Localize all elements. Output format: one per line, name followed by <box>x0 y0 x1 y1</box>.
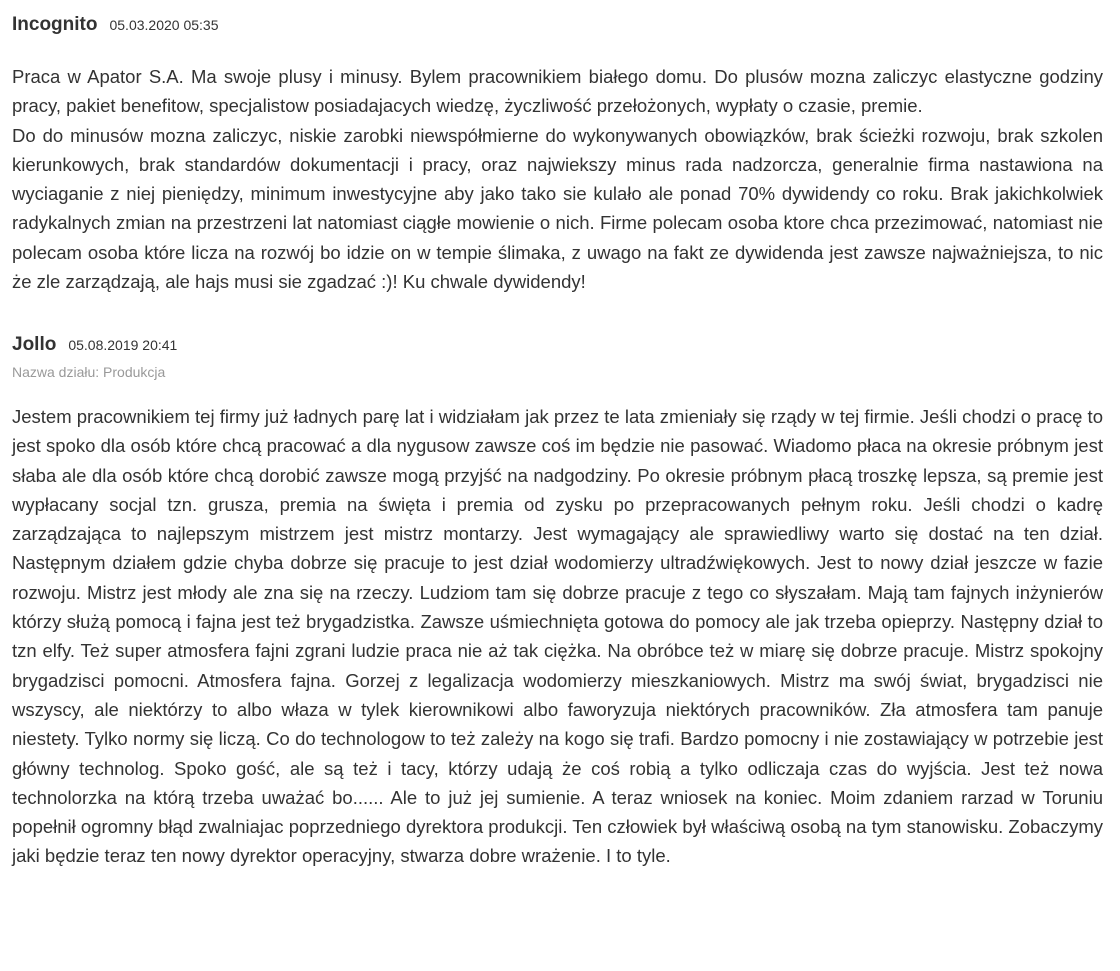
review-item <box>12 334 1103 871</box>
review-date: 05.03.2020 05:35 <box>109 17 219 33</box>
review-text: Praca w Apator S.A. Ma swoje plusy i minusy. Bylem pracownikiem białego domu. Do plusów mozna zaliczyc elastyczne godziny pracy, pakiet benefitow, specjalistow posiadajacych wiedzę, życzliwość przełożonych, wypłaty o czasie, premie. Do do minusów mozna zaliczyc, niskie zarobki niewspółmierne do wykonywanych obowiązków, brak ścieżki rozwoju, brak szkolen kierunkowych, brak standardów dokumentacji i pracy, oraz najwieksz‍y minus rada nadzorcza, generalnie firma nastawiona na wyciaganie z niej pieniędzy, minimum inwestycyjne aby jako tako sie kulało ale ponad 70% dywidendy co roku. Brak jakichkolwiek radykalnych zmian na przestrzeni lat natomiast ciągłe mowienie o nich. Firme polecam osoba ktore chca przezimować, natomiast nie polecam osoba które licza na rozwój bo idzie on w tempie ślimaka, z uwago na fakt ze dywidenda jest zawsze najważniejsza, to nic że zle zarządzają, ale hajs musi sie zgadzać :)! Ku chwale dywidendy! <box>12 66 1103 293</box>
review-department: Nazwa działu: Produkcja <box>12 364 166 380</box>
review-header <box>12 334 1103 360</box>
review-author: Incognito <box>12 14 98 35</box>
review-author: Jollo <box>12 334 57 355</box>
review-item <box>12 14 1103 296</box>
review-text: Jestem pracownikiem tej firmy już ładnych parę lat i widziałam jak przez te lata zmieniały się rządy w tej firmie. Jeśli chodzi o pracę to jest spoko dla osób które chcą pracować a dla nygusow zawsze coś im będzie nie pasować. Wiadomo płaca na okresie próbnym jest słaba ale dla osób które chcą dorobić zawsze mogą przyjść na nadgodziny. Po okresie próbnym płacą troszkę lepsza, są premie jest wypłacany socjal tzn. grusza, premia na święta i premia od zysku po przepracowanych pełnym roku. Jeśli chodzi o kadrę zarządzająca to najlepszym mistrzem jest mistrz montarzy. Jest wymagający ale sprawiedliwy warto się dostać na ten dział. Następnym działem gdzie chyba dobrze się pracuje to jest dział wodomierzy ultradźwiękowych. Jest to nowy dział jeszcze w fazie rozwoju. Mistrz jest młody ale zna się na rzeczy. Ludziom tam się dobrze pracuje z tego co słyszałam. Mają tam fajnych inżynierów którzy służą pomocą i fajna jest też brygadzistka. Zawsze uśmiechnięta gotowa do pomocy ale jak trzeba opiepr‍zy. Następny dział to tzn elfy. Też super atmosfera fajni zgrani ludzie praca nie aż tak ciężka. Na obróbce też w miarę się dobrze pracuje. Mistrz spokojny brygadzisci pomocni. Atmosfera fajna. Gorzej z legalizacja wodomierzy mieszkaniowych. Mistrz ma swój świat, brygadzisci nie wszyscy, ale niektórzy to albo właza w tylek kierownikowi albo faworyzuja niektórych pracowników. Zła atmosfera tam panuje niestety. Tylko normy się liczą. Co do technologow to też zależy na kogo się trafi. Bardzo pomocny i nie zostawiający w potrzebie jest główny technolog. Spoko gość, ale są też i tacy, którzy udają że coś robią a tylko odliczaja czas do wyjścia. Jest też nowa technolorzka na którą trzeba uważać bo...... Ale to już jej sumienie. A teraz wniosek na koniec. Moim zdaniem rarzad w Toruniu popełnił ogromny błąd zwalniajac poprzedniego dyrektora produkcji. Ten człowiek był właściwą osobą na tym stanowisku. Zobaczymy jaki będzie teraz ten nowy dyrektor operacyjny, stwarza dobre wrażenie. I to tyle. <box>12 406 1103 867</box>
review-date: 05.08.2019 20:41 <box>68 337 178 353</box>
review-header <box>12 14 1103 40</box>
